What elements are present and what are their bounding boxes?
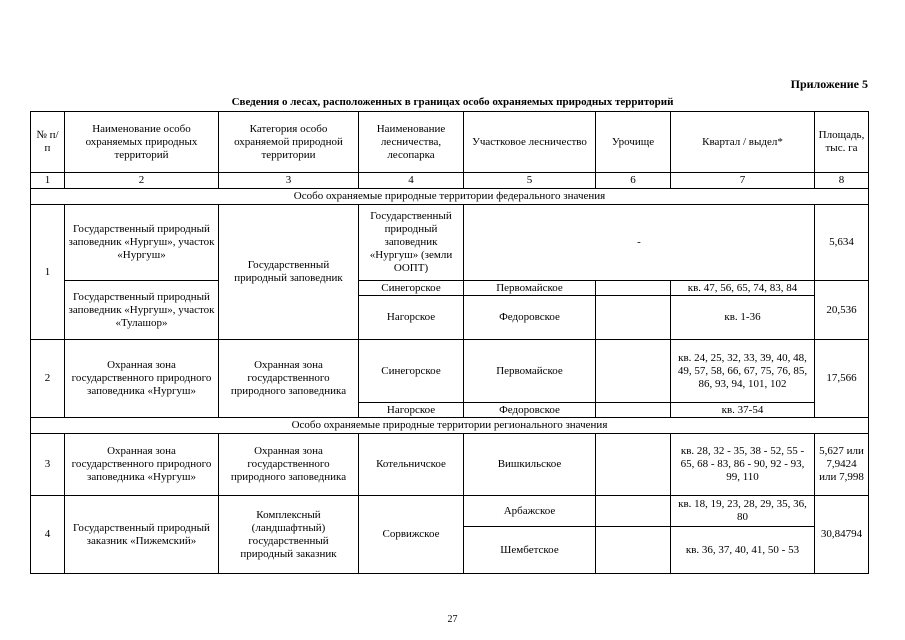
tract-cell [596, 527, 671, 574]
header-cell: Квартал / выдел* [671, 112, 815, 173]
header-cell: Площадь, тыс. га [815, 112, 869, 173]
tract-cell [596, 340, 671, 403]
district-name: Арбажское [464, 496, 596, 527]
area-category: Государственный природный заповедник [219, 205, 359, 340]
row-number: 4 [31, 496, 65, 574]
quarters-cell: кв. 18, 19, 23, 28, 29, 35, 36, 80 [671, 496, 815, 527]
forestry-name: Синегорское [359, 340, 464, 403]
area-name: Государственный природный заказник «Пижемский» [65, 496, 219, 574]
area-value: 20,536 [815, 281, 869, 340]
section-row-regional [31, 418, 869, 434]
forestry-name: Котельничское [359, 434, 464, 496]
table-row [31, 205, 869, 281]
area-value: 5,627 или 7,9424 или 7,998 [815, 434, 869, 496]
area-name: Охранная зона государственного природного заповедника «Нургуш» [65, 434, 219, 496]
district-name: Вишкильское [464, 434, 596, 496]
header-cell: Участковое лесничество [464, 112, 596, 173]
row-number: 3 [31, 434, 65, 496]
area-value: 5,634 [815, 205, 869, 281]
table-row [31, 281, 869, 296]
tract-cell [596, 296, 671, 340]
quarters-cell: кв. 47, 56, 65, 74, 83, 84 [671, 281, 815, 296]
area-value: 17,566 [815, 340, 869, 418]
header-cell: Наименование лесничества, лесопарка [359, 112, 464, 173]
section-title-federal: Особо охраняемые природные территории федерального значения [31, 189, 869, 205]
area-name: Государственный природный заповедник «Нургуш», участок «Тулашор» [65, 281, 219, 340]
area-category: Охранная зона государственного природного заповедника [219, 340, 359, 418]
column-number: 1 [31, 173, 65, 189]
district-name: Федоровское [464, 296, 596, 340]
column-number: 3 [219, 173, 359, 189]
section-row-federal [31, 189, 869, 205]
column-number: 6 [596, 173, 671, 189]
tract-cell [596, 281, 671, 296]
district-name: Первомайское [464, 281, 596, 296]
header-cell: Категория особо охраняемой природной территории [219, 112, 359, 173]
header-cell: Наименование особо охраняемых природных территорий [65, 112, 219, 173]
column-number: 8 [815, 173, 869, 189]
quarters-cell: кв. 24, 25, 32, 33, 39, 40, 48, 49, 57, 58, 66, 67, 75, 76, 85, 86, 93, 94, 101, 102 [671, 340, 815, 403]
appendix-label: Приложение 5 [790, 77, 868, 91]
district-name: Шембетское [464, 527, 596, 574]
table-row [31, 496, 869, 527]
quarters-cell: кв. 28, 32 - 35, 38 - 52, 55 - 65, 68 - 83, 86 - 90, 92 - 93, 99, 110 [671, 434, 815, 496]
header-row [31, 112, 869, 173]
forestry-name: Нагорское [359, 296, 464, 340]
forestry-name: Сорвижское [359, 496, 464, 574]
row-number: 1 [31, 205, 65, 340]
protected-areas-table [30, 111, 869, 574]
column-number: 5 [464, 173, 596, 189]
tract-cell [596, 434, 671, 496]
column-number: 2 [65, 173, 219, 189]
area-category: Комплексный (ландшафтный) государственный природный заказник [219, 496, 359, 574]
column-number: 4 [359, 173, 464, 189]
area-category: Охранная зона государственного природного заповедника [219, 434, 359, 496]
row-number: 2 [31, 340, 65, 418]
quarters-cell: кв. 37-54 [671, 403, 815, 418]
district-name: Первомайское [464, 340, 596, 403]
tract-cell [596, 496, 671, 527]
table-row [31, 434, 869, 496]
forestry-name: Нагорское [359, 403, 464, 418]
forestry-name: Государственный природный заповедник «Нургуш» (земли ООПТ) [359, 205, 464, 281]
section-title-regional: Особо охраняемые природные территории регионального значения [31, 418, 869, 434]
document-title: Сведения о лесах, расположенных в границах особо охраняемых природных территорий [231, 96, 674, 108]
page-number: 27 [447, 614, 458, 625]
header-cell: Урочище [596, 112, 671, 173]
quarters-cell: кв. 1-36 [671, 296, 815, 340]
area-name: Охранная зона государственного природного заповедника «Нургуш» [65, 340, 219, 418]
column-number-row [31, 173, 869, 189]
column-number: 7 [671, 173, 815, 189]
district-name: - [464, 205, 815, 281]
area-value: 30,84794 [815, 496, 869, 574]
district-name: Федоровское [464, 403, 596, 418]
header-cell: № п/п [31, 112, 65, 173]
forestry-name: Синегорское [359, 281, 464, 296]
area-name: Государственный природный заповедник «Нургуш», участок «Нургуш» [65, 205, 219, 281]
quarters-cell: кв. 36, 37, 40, 41, 50 - 53 [671, 527, 815, 574]
tract-cell [596, 403, 671, 418]
table-row [31, 340, 869, 403]
